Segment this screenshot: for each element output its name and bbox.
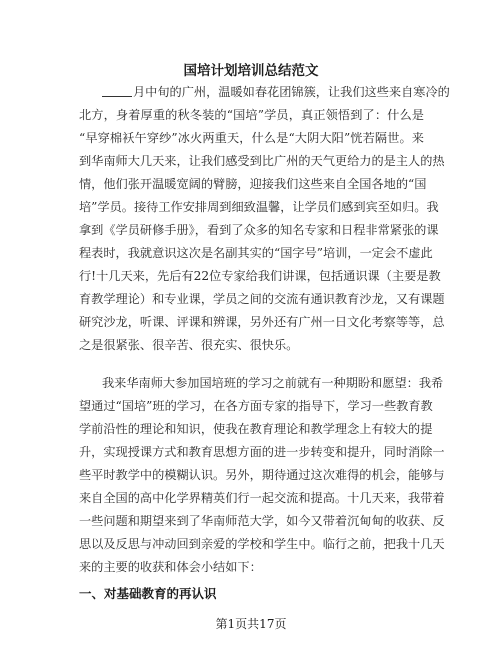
paragraph-line: 些平时教学中的模糊认识。另外，期待通过这次难得的机会，能够与 <box>79 468 445 482</box>
paragraph-line: 升，实现授课方式和教育思想方面的进一步转变和提升，同时消除一 <box>79 445 445 459</box>
paragraph-line: 培”学员。接待工作安排周到细致温馨，让学员们感到宾至如归。我 <box>79 200 439 214</box>
section-heading: 一、对基础教育的再认识 <box>79 586 217 601</box>
paragraph-line: 研究沙龙，听课、评课和辨课，另外还有广州一日文化考察等等，总 <box>79 315 445 329</box>
paragraph-line: 行!十几天来，先后有22位专家给我们讲课，包括通识课（主要是教 <box>79 269 441 283</box>
paragraph-line: 到华南师大几天来，让我们感受到比广州的天气更给力的是主人的热 <box>79 154 445 168</box>
paragraph-line: 拿到《学员研修手册》，看到了众多的知名专家和日程非常紧张的课 <box>79 223 439 237</box>
document-title: 国培计划培训总结范文 <box>183 63 319 79</box>
paragraph-line: 望通过“国培”班的学习，在各方面专家的指导下，学习一些教育教 <box>79 399 433 413</box>
paragraph-line: “早穿棉袄午穿纱”冰火两重天，什么是“大阴大阳”恍若隔世。来 <box>79 131 424 145</box>
paragraph-text: 月中旬的广州，温暖如春花团锦簇，让我们这些来自寒冷的 <box>133 85 450 99</box>
paragraph-line: 育教学理论）和专业课，学员之间的交流有通识教育沙龙，又有课题 <box>79 292 445 306</box>
paragraph-line: 一些问题和期望来到了华南师范大学，如今又带着沉甸甸的收获、反 <box>79 514 445 528</box>
paragraph-line: 学前沿性的理论和知识，使我在教育理论和教学理念上有较大的提 <box>79 422 433 436</box>
page-number-footer: 第1页共17页 <box>215 617 287 631</box>
paragraph-line: 思以及反思与冲动回到亲爱的学校和学生中。临行之前，把我十几天 <box>79 537 445 551</box>
blank-underline <box>102 85 132 97</box>
paragraph-line: 情，他们张开温暖宽阔的臂膀，迎接我们这些来自全国各地的“国 <box>79 177 427 191</box>
paragraph-line: 来自全国的高中化学界精英们行一起交流和提高。十几天来，我带着 <box>79 491 445 505</box>
paragraph-line: 我来华南师大参加国培班的学习之前就有一种期盼和愿望：我希 <box>102 376 444 390</box>
paragraph-line: 北方，身着厚重的秋冬装的“国培”学员，真正领悟到了：什么是 <box>79 108 424 122</box>
paragraph-line: 程表时，我就意识这次是名副其实的“国字号”培训，一定会不虚此 <box>79 246 433 260</box>
paragraph-line: 之是很紧张、很辛苦、很充实、很快乐。 <box>79 338 299 352</box>
paragraph-line: 来的主要的收获和体会小结如下： <box>79 560 262 574</box>
paragraph-line <box>102 83 450 100</box>
